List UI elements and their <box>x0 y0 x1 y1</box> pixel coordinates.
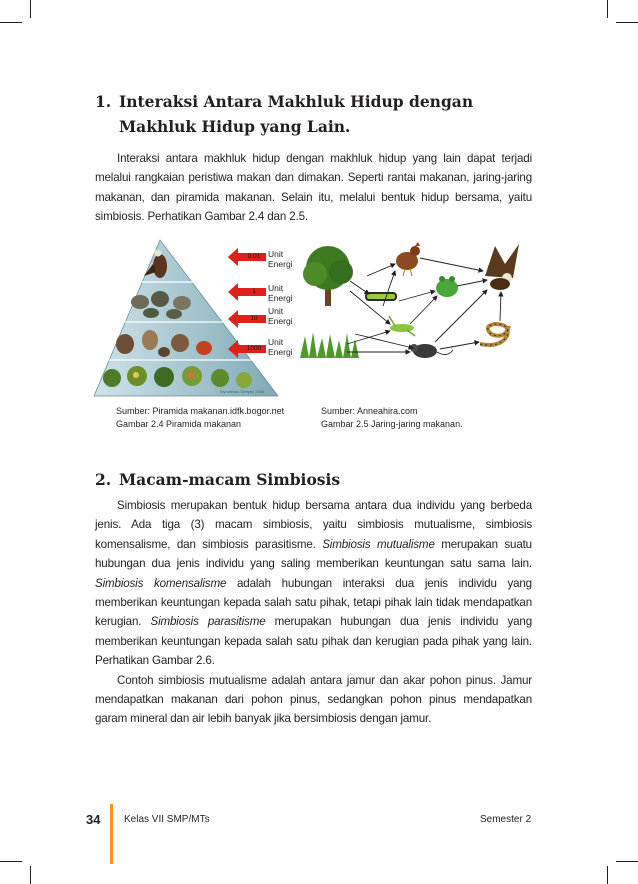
section1-number: 1. <box>95 92 112 111</box>
energy-value-1: 0.01 <box>247 253 261 260</box>
energy-unit-label-2: Unit Energi <box>268 283 293 303</box>
grass-illustration <box>300 332 359 358</box>
figure-2-5-source: Sumber: Anneahira.com <box>321 406 418 416</box>
term-parasitisme: Simbiosis parasitisme <box>150 615 266 629</box>
crop-mark <box>30 866 31 884</box>
section2-paragraph-2: Contoh simbiosis mutualisme adalah antara jamur dan akar pohon pinus. Jamur mendapatkan makanan dari pohon pinus, sedangkan pohon pinus mendapatkan garam mineral dan air lebih banyak jika bersimbiosis dengan jamur. <box>95 673 532 726</box>
crop-mark <box>616 861 638 862</box>
figure-2-5-caption <box>321 405 463 430</box>
section1-title-line1: Interaksi Antara Makhluk Hidup dengan <box>119 92 474 111</box>
section2-body <box>95 496 532 729</box>
grasshopper-illustration <box>389 316 415 336</box>
energy-unit-label-4: Unit Energi <box>268 337 293 357</box>
section1-body <box>95 149 532 227</box>
crop-mark <box>0 861 22 862</box>
caterpillar-illustration <box>365 292 397 301</box>
mouse-illustration <box>410 344 453 358</box>
section2-heading <box>95 470 340 489</box>
chicken-illustration <box>396 242 420 276</box>
section2-paragraph-1: Simbiosis merupakan bentuk hidup bersama antara dua individu yang berbeda jenis. Ada tiga (3) macam simbiosis, yaitu simbiosis mutualisme, simbiosis komensalisme, dan simbiosis parasitisme. Simbiosis mutualisme merupakan suatu hubungan dua jenis individu yang saling memberikan keuntungan satu sama lain. Simbiosis komensalisme adalah hubungan interaksi dua jenis individu yang memberikan keuntungan kepada salah satu pihak, tetapi pihak lain tidak mendapatkan kerugian. Simbiosis parasitisme merupakan hubungan dua jenis individu yang memberikan keuntungan kepada salah satu pihak dan kerugian pada pihak yang lain. Perhatikan Gambar 2.6. <box>95 499 532 668</box>
energy-value-4: 1000 <box>246 345 262 352</box>
section1-heading <box>95 92 473 136</box>
term-mutualisme: Simbiosis mutualisme <box>322 537 435 551</box>
food-web-figure <box>295 236 535 371</box>
figure-2-4-source: Sumber: Piramida makanan.idfk.bogor.net <box>116 406 285 416</box>
figure-2-4-caption <box>116 405 284 430</box>
energy-value-3: 10 <box>250 315 258 322</box>
energy-unit-label-1: Unit Energi <box>268 249 293 269</box>
footer-book-title: Kelas VII SMP/MTs <box>124 814 210 825</box>
energy-value-2: 1 <box>252 288 256 295</box>
section2-number: 2. <box>95 470 112 489</box>
footer-accent-bar <box>110 804 113 864</box>
term-komensalisme: Simbiosis komensalisme <box>95 576 227 590</box>
footer-semester: Semester 2 <box>480 814 532 825</box>
eagle-web-illustration <box>485 244 519 290</box>
energy-unit-label-3: Unit Energi <box>268 306 293 326</box>
pyramid-watermark: Biyowesan Deepthi 2006 <box>220 389 265 394</box>
section2-title: Macam-macam Simbiosis <box>119 470 341 489</box>
crop-mark <box>607 0 608 18</box>
crop-mark <box>0 22 22 23</box>
tree-illustration <box>303 246 353 306</box>
crop-mark <box>616 22 638 23</box>
figure-2-4-title: Gambar 2.4 Piramida makanan <box>116 418 242 429</box>
section1-paragraph: Interaksi antara makhluk hidup dengan makhluk hidup yang lain dapat terjadi melalui rangkaian peristiwa makan dan dimakan. Seperti rantai makanan, jaring-jaring makanan, dan piramida makanan. Selain itu, melalui bentuk hidup bersama, yaitu simbiosis. Perhatikan Gambar 2.4 dan 2.5. <box>95 152 532 224</box>
figure-2-5-title: Gambar 2.5 Jaring-jaring makanan. <box>321 418 463 429</box>
frog-illustration <box>436 276 458 297</box>
snake-illustration <box>480 324 509 345</box>
section1-title-line2: Makhluk Hidup yang Lain. <box>119 117 351 136</box>
food-web-arrows <box>347 258 501 352</box>
page-number: 34 <box>86 812 101 827</box>
crop-mark <box>607 866 608 884</box>
crop-mark <box>30 0 31 18</box>
